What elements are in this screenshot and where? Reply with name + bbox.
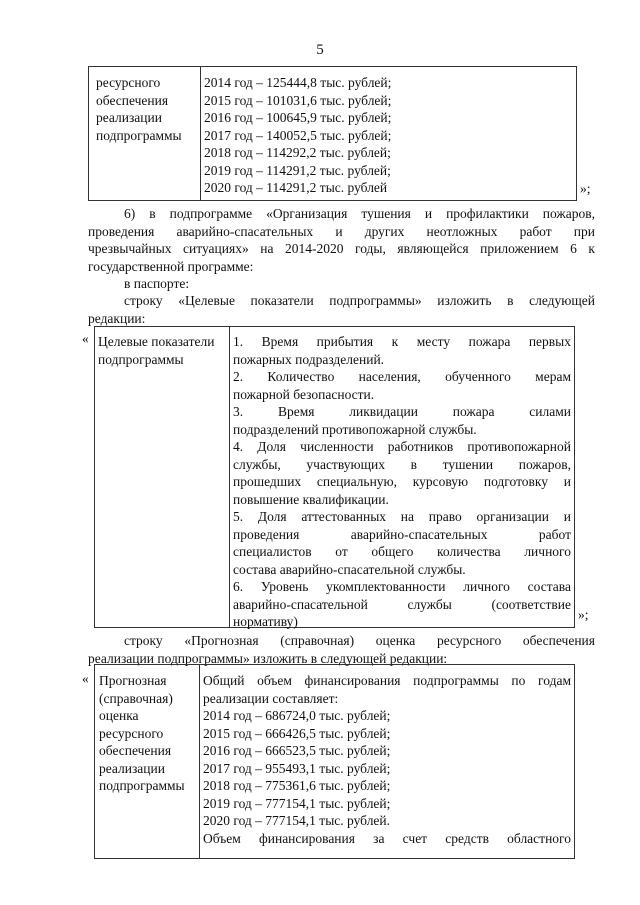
table3-opening-quote: « xyxy=(82,671,89,686)
table1-left-line: обеспечения xyxy=(96,92,169,108)
table1-left-line: ресурсного xyxy=(96,75,161,90)
table1-left-line: реализации xyxy=(96,110,162,125)
table2-left-line: Целевые показатели xyxy=(98,334,215,349)
estimate-line: Объем финансирования за счет средств областного xyxy=(203,830,571,846)
table1-closing-quote: »; xyxy=(580,181,591,196)
table1-year-line: 2019 год – 114291,2 тыс. рублей; xyxy=(204,162,391,178)
row-instruction-1-line: строку «Целевые показатели подпрограммы» изложить в следующей xyxy=(124,293,595,308)
table3-left-line: оценка xyxy=(99,708,139,723)
table3-left-line: реализации xyxy=(99,760,165,776)
paragraph-6-line: чрезвычайных ситуациях» на 2014-2020 годы, являющейся приложением 6 к xyxy=(88,241,595,256)
table2-closing-quote: »; xyxy=(578,607,589,622)
row-instruction-2-line: реализации подпрограммы» изложить в следующей редакции: xyxy=(88,650,448,666)
indicator-line: службы, участвующих в тушении пожаров, xyxy=(233,456,571,472)
estimate-line: 2020 год – 777154,1 тыс. рублей. xyxy=(203,813,391,828)
row-instruction-1-line: редакции: xyxy=(88,310,146,326)
indicator-line: нормативу) xyxy=(233,614,298,629)
table2-left-line: подпрограммы xyxy=(98,351,184,367)
table3-right-cell xyxy=(203,672,571,847)
table2-opening-quote: « xyxy=(82,331,89,346)
indicator-line: подразделений противопожарной службы. xyxy=(233,421,477,437)
page-number: 5 xyxy=(316,42,324,58)
indicator-line: специалистов от общего количества личного xyxy=(233,544,571,559)
estimate-line: 2019 год – 777154,1 тыс. рублей; xyxy=(203,795,391,811)
indicator-line: повышение квалификации. xyxy=(233,491,389,507)
table2-left-cell xyxy=(98,333,228,368)
table1-year-line: 2017 год – 140052,5 тыс. рублей; xyxy=(204,127,392,143)
table3-left-line: Прогнозная xyxy=(99,673,167,688)
table1-year-line: 2014 год – 125444,8 тыс. рублей; xyxy=(204,75,392,90)
estimate-line: 2018 год – 775361,6 тыс. рублей; xyxy=(203,778,391,793)
table3-left-line: подпрограммы xyxy=(99,778,185,793)
table1-year-line: 2018 год – 114292,2 тыс. рублей; xyxy=(204,145,391,160)
indicator-line: проведения аварийно-спасательных работ xyxy=(233,526,571,542)
indicator-line: прошедших специальную, курсовую подготовку и xyxy=(233,474,571,489)
indicator-line: 4. Доля численности работников противопожарной xyxy=(233,439,571,454)
table3-left-cell xyxy=(99,672,195,795)
indicator-line: 1. Время прибытия к месту пожара первых xyxy=(233,334,571,349)
indicator-line: 5. Доля аттестованных на право организации и xyxy=(233,509,571,524)
paragraph-6-line: 6) в подпрограмме «Организация тушения и профилактики пожаров, xyxy=(124,206,595,221)
indicator-line: 3. Время ликвидации пожара силами xyxy=(233,404,571,419)
estimate-line: Общий объем финансирования подпрограммы по годам xyxy=(203,673,571,688)
estimate-line: реализации составляет: xyxy=(203,690,339,706)
row-instruction-2 xyxy=(88,632,595,667)
table1-left-cell xyxy=(96,74,196,144)
paragraph-6-line: государственной программе: xyxy=(88,258,254,274)
row-instruction-2-line: строку «Прогнозная (справочная) оценка ресурсного обеспечения xyxy=(124,633,595,648)
indicator-line: состава аварийно-спасательной службы. xyxy=(233,561,466,577)
table1-year-line: 2020 год – 114291,2 тыс. рублей xyxy=(204,180,388,195)
indicator-line: аварийно-спасательной службы (соответствие xyxy=(233,596,571,612)
table3-left-line: (справочная) xyxy=(99,690,173,706)
indicator-line: пожарной безопасности. xyxy=(233,386,375,402)
in-passport: в паспорте: xyxy=(124,276,190,291)
paragraph-6-line: проведения аварийно-спасательных и других неотложных работ при xyxy=(88,223,595,239)
table1-right-cell xyxy=(204,74,574,197)
table1-left-line: подпрограммы xyxy=(96,127,182,143)
estimate-line: 2014 год – 686724,0 тыс. рублей; xyxy=(203,708,391,723)
estimate-line: 2015 год – 666426,5 тыс. рублей; xyxy=(203,725,391,741)
table3-left-line: ресурсного xyxy=(99,725,164,741)
indicator-line: 2. Количество населения, обученного мерам xyxy=(233,369,571,384)
table3-left-line: обеспечения xyxy=(99,743,172,758)
row-instruction-1 xyxy=(88,292,595,327)
table1-year-line: 2015 год – 101031,6 тыс. рублей; xyxy=(204,92,392,108)
table1-year-line: 2016 год – 100645,9 тыс. рублей; xyxy=(204,110,392,125)
paragraph-6 xyxy=(88,205,595,275)
indicator-line: 6. Уровень укомплектованности личного состава xyxy=(233,579,571,594)
estimate-line: 2016 год – 666523,5 тыс. рублей; xyxy=(203,743,391,758)
estimate-line: 2017 год – 955493,1 тыс. рублей; xyxy=(203,760,391,776)
indicator-line: пожарных подразделений. xyxy=(233,351,385,367)
table2-right-cell xyxy=(233,333,571,631)
